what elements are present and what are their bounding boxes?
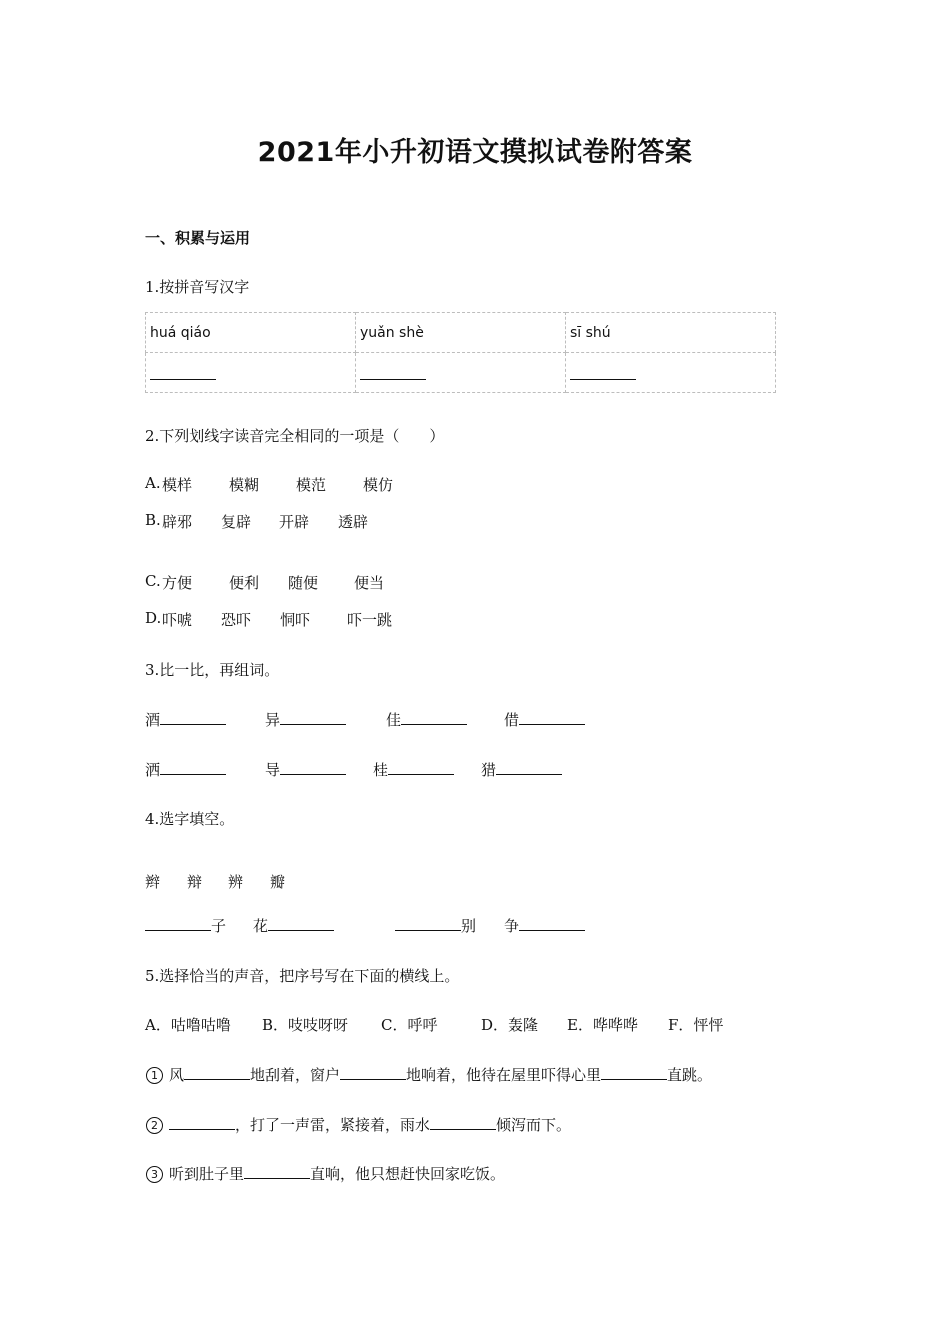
word-item <box>145 759 226 780</box>
sound-option: A．咕噜咕噜 <box>145 1016 231 1034</box>
choice-char: 瓣 <box>270 873 286 891</box>
option-letter: B. <box>145 511 161 529</box>
option-word: 方便 <box>162 574 193 592</box>
option-word: 模范 <box>296 476 327 494</box>
page-title: 2021年小升初语文摸拟试卷附答案 <box>257 137 693 168</box>
answer-blank[interactable] <box>401 710 467 725</box>
char: 异 <box>265 711 281 729</box>
option-a <box>145 474 161 492</box>
word-item <box>373 759 454 780</box>
fill-item <box>145 915 226 936</box>
sentence-text: 地响着，他待在屋里吓得心里 <box>406 1066 602 1084</box>
choice-char: 辨 <box>228 873 244 891</box>
answer-blank[interactable] <box>519 916 585 931</box>
option-word: 模仿 <box>363 476 394 494</box>
option-b <box>145 511 161 529</box>
word-item <box>386 709 467 730</box>
option-word: 吓唬 <box>162 611 193 629</box>
answer-blank[interactable] <box>160 710 226 725</box>
answer-blank[interactable] <box>145 916 211 931</box>
sound-option: D．轰隆 <box>481 1016 539 1034</box>
answer-blank[interactable] <box>496 760 562 775</box>
option-c <box>145 572 161 590</box>
question-4-prompt: 4.选字填空。 <box>145 810 235 828</box>
option-word: 辟邪 <box>162 513 193 531</box>
option-word: 恐吓 <box>221 611 252 629</box>
option-word: 吓一跳 <box>347 611 393 629</box>
option-word: 透辟 <box>338 513 369 531</box>
word-item <box>145 709 226 730</box>
option-word: 复辟 <box>221 513 252 531</box>
option-word: 便当 <box>354 574 385 592</box>
sentence-text: 直跳。 <box>667 1066 713 1084</box>
question-3-prompt: 3.比一比，再组词。 <box>145 661 280 679</box>
answer-blank[interactable] <box>519 710 585 725</box>
pinyin-row <box>146 313 776 353</box>
question-5-prompt: 5.选择恰当的声音，把序号写在下面的横线上。 <box>145 967 460 985</box>
answer-blank[interactable] <box>280 710 346 725</box>
answer-blank[interactable] <box>268 916 334 931</box>
option-word: 模样 <box>162 476 193 494</box>
option-word: 模糊 <box>229 476 260 494</box>
pinyin-cell: yuǎn shè <box>356 313 566 353</box>
fill-item <box>395 915 476 936</box>
option-letter: D. <box>145 609 162 627</box>
word-item <box>265 709 346 730</box>
char: 导 <box>265 761 281 779</box>
choice-char: 辩 <box>187 873 203 891</box>
answer-blank[interactable] <box>184 1065 250 1080</box>
sound-option: E．哗哗哗 <box>567 1016 638 1034</box>
fill-item <box>253 915 334 936</box>
answer-blank[interactable] <box>340 1065 406 1080</box>
pinyin-cell: huá qiáo <box>146 313 356 353</box>
word-item <box>265 759 346 780</box>
fill-char: 别 <box>461 917 477 935</box>
choice-char: 辫 <box>145 873 161 891</box>
option-word: 随便 <box>288 574 319 592</box>
fill-char: 子 <box>211 917 227 935</box>
answer-blank[interactable] <box>430 1115 496 1130</box>
answer-blank[interactable] <box>601 1065 667 1080</box>
answer-blank[interactable] <box>150 361 216 380</box>
answer-blank[interactable] <box>395 916 461 931</box>
sentence-text: 地刮着，窗户 <box>250 1066 341 1084</box>
char: 佳 <box>386 711 402 729</box>
pinyin-table <box>145 312 776 393</box>
answer-cell[interactable] <box>146 353 356 393</box>
pinyin-cell: sī shú <box>566 313 776 353</box>
answer-blank[interactable] <box>570 361 636 380</box>
number-circle: 1 <box>146 1067 163 1084</box>
fill-char: 花 <box>253 917 269 935</box>
question-1-prompt: 1.按拼音写汉字 <box>145 278 250 296</box>
char: 桂 <box>373 761 389 779</box>
answer-row <box>146 353 776 393</box>
option-d <box>145 609 161 627</box>
sentence-2 <box>146 1114 571 1135</box>
question-2-prompt: 2.下列划线字读音完全相同的一项是（ ） <box>145 427 445 445</box>
sentence-text: 倾泻而下。 <box>496 1116 572 1134</box>
word-item <box>504 709 585 730</box>
fill-item <box>504 915 585 936</box>
option-letter: C. <box>145 572 161 590</box>
sentence-text: 直响，他只想赶快回家吃饭。 <box>310 1165 506 1183</box>
option-word: 恫吓 <box>280 611 311 629</box>
sentence-text: 听到肚子里 <box>169 1165 245 1183</box>
sentence-text: ，打了一声雷，紧接着，雨水 <box>235 1116 431 1134</box>
option-word: 便利 <box>229 574 260 592</box>
answer-blank[interactable] <box>160 760 226 775</box>
answer-blank[interactable] <box>280 760 346 775</box>
sentence-text: 风 <box>169 1066 185 1084</box>
word-item <box>481 759 562 780</box>
section-heading: 一、积累与运用 <box>145 229 251 247</box>
sentence-1 <box>146 1064 712 1085</box>
sentence-3 <box>146 1163 505 1184</box>
sound-option: F．怦怦 <box>668 1016 724 1034</box>
char: 洒 <box>145 761 161 779</box>
answer-blank[interactable] <box>169 1115 235 1130</box>
answer-cell[interactable] <box>566 353 776 393</box>
answer-blank[interactable] <box>360 361 426 380</box>
number-circle: 3 <box>146 1166 163 1183</box>
answer-blank[interactable] <box>244 1164 310 1179</box>
sound-option: B．吱吱呀呀 <box>262 1016 349 1034</box>
answer-blank[interactable] <box>388 760 454 775</box>
option-letter: A. <box>145 474 161 492</box>
char: 猎 <box>481 761 497 779</box>
char: 借 <box>504 711 520 729</box>
char: 酒 <box>145 711 161 729</box>
number-circle: 2 <box>146 1117 163 1134</box>
answer-cell[interactable] <box>356 353 566 393</box>
sound-option: C．呼呼 <box>381 1016 438 1034</box>
fill-char: 争 <box>504 917 520 935</box>
option-word: 开辟 <box>279 513 310 531</box>
